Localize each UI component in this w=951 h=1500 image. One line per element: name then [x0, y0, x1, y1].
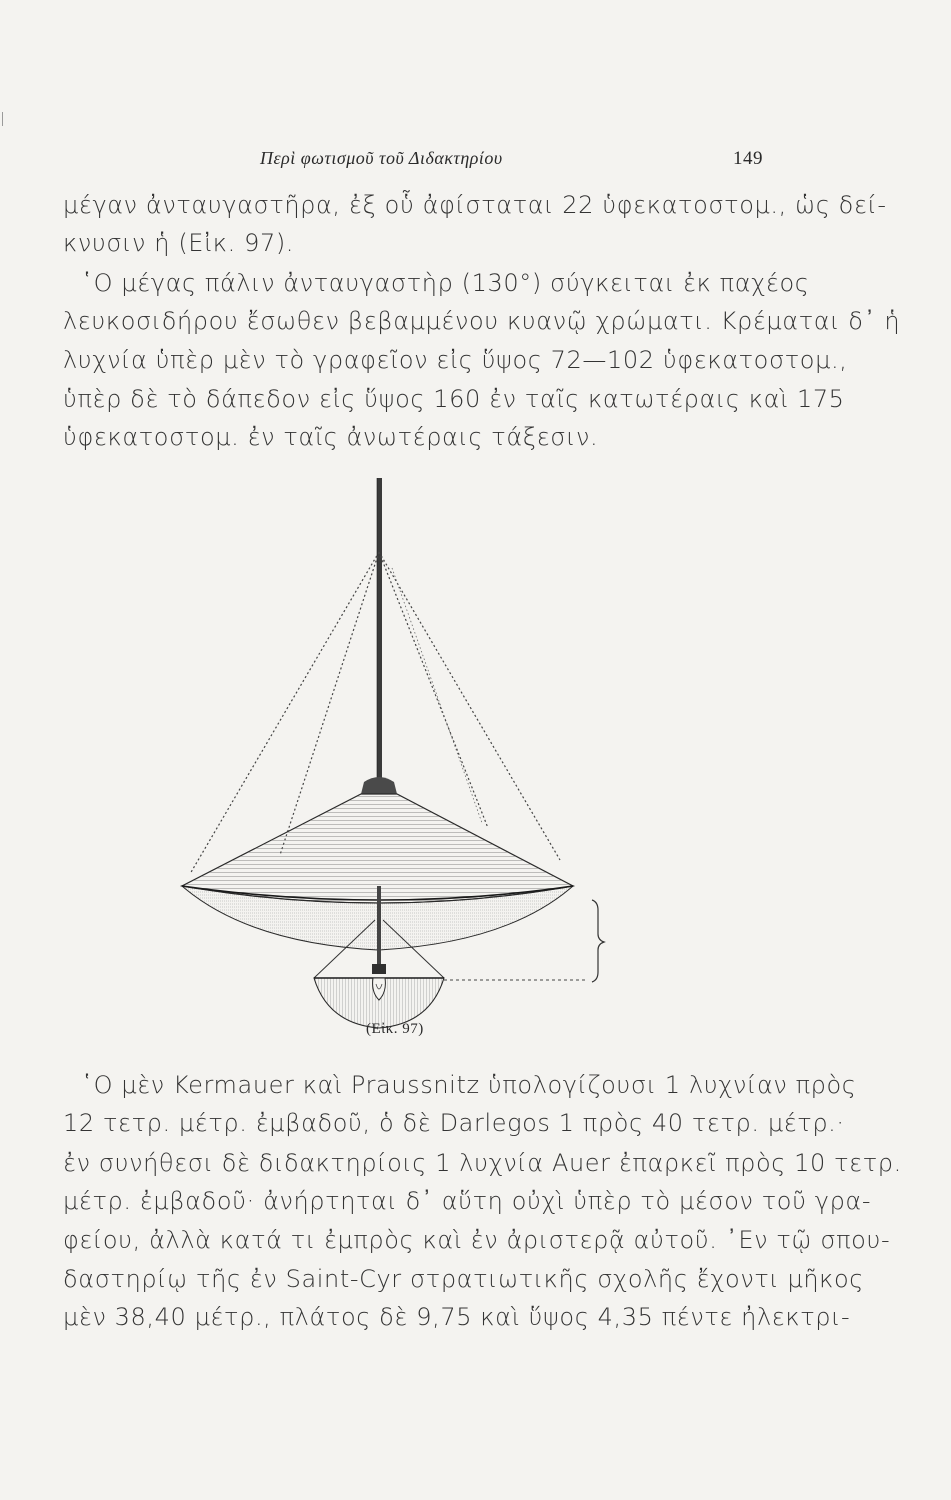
- text-line: μέγαν ἀνταυγαστῆρα, ἐξ οὗ ἀφίσταται 22 ὑφεκατοστομ., ὡς δεί-: [63, 191, 887, 219]
- text-line: κνυσιν ἡ (Εἰκ. 97).: [63, 229, 295, 257]
- running-header: [0, 148, 951, 172]
- text-line: μέτρ. ἐμβαδοῦ· ἀνήρτηται δ᾿ αὕτη οὐχὶ ὑπὲρ τὸ μέσον τοῦ γρα-: [63, 1187, 872, 1215]
- text-line: λευκοσιδήρου ἔσωθεν βεβαμμένου κυανῷ χρώματι. Κρέμαται δ᾿ ἡ: [63, 307, 901, 335]
- text-line: φείου, ἀλλὰ κατά τι ἐμπρὸς καὶ ἐν ἀριστερᾷ αὐτοῦ. ᾿Εν τῷ σπου-: [63, 1226, 891, 1254]
- text-line: λυχνία ὑπὲρ μὲν τὸ γραφεῖον εἰς ὕψος 72—102 ὑφεκατοστομ.,: [63, 346, 848, 374]
- text-line: μὲν 38,40 μέτρ., πλάτος δὲ 9,75 καὶ ὕψος 4,35 πέντε ἠλεκτρι-: [63, 1303, 851, 1331]
- text-line: ῾Ο μὲν Kermauer καὶ Praussnitz ὑπολογίζουσι 1 λυχνίαν πρὸς: [81, 1071, 857, 1099]
- text-line: 12 τετρ. μέτρ. ἐμβαδοῦ, ὁ δὲ Darlegos 1 πρὸς 40 τετρ. μέτρ.·: [63, 1109, 845, 1137]
- figure-caption: (Εἰκ. 97): [366, 1021, 424, 1037]
- text-line: ἐν συνήθεσι δὲ διδακτηρίοις 1 λυχνία Auer ἐπαρκεῖ πρὸς 10 τετρ.: [63, 1149, 902, 1177]
- text-line: ὑφεκατοστομ. ἐν ταῖς ἀνωτέραις τάξεσιν.: [63, 423, 599, 451]
- page-edge-mark: [2, 112, 3, 126]
- running-title: Περὶ φωτισμοῦ τοῦ Διδακτηρίου: [260, 148, 503, 168]
- lamp-reflector-illustration: [168, 468, 628, 1038]
- text-line: ῾Ο μέγας πάλιν ἀνταυγαστὴρ (130°) σύγκειται ἐκ παχέος: [81, 269, 810, 297]
- text-line: ὑπὲρ δὲ τὸ δάπεδον εἰς ὕψος 160 ἐν ταῖς κατωτέραις καὶ 175: [63, 385, 845, 413]
- page-number: 149: [733, 148, 763, 169]
- text-line: δαστηρίῳ τῆς ἐν Saint-Cyr στρατιωτικῆς σχολῆς ἔχοντι μῆκος: [63, 1265, 864, 1293]
